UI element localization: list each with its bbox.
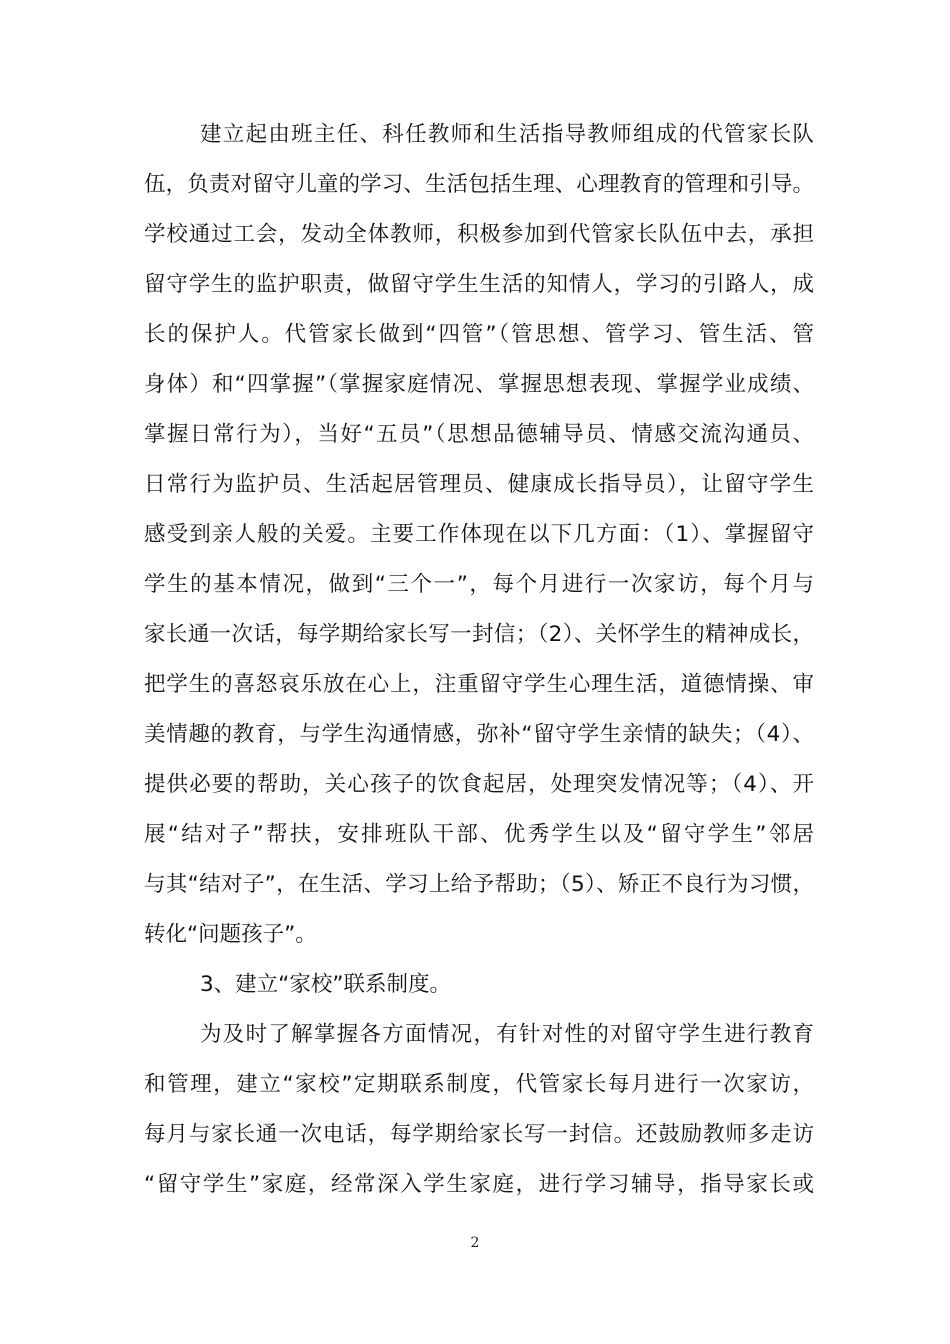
section-heading: 3、建立“家校”联系制度。 <box>200 972 451 997</box>
paragraph-line: 日常行为监护员、生活起居管理员、健康成长指导员），让留守学生 <box>144 472 814 497</box>
paragraph-line: 与其“结对子”，在生活、学习上给予帮助；（5）、矫正不良行为习惯， <box>144 872 814 897</box>
paragraph-line: 伍，负责对留守儿童的学习、生活包括生理、心理教育的管理和引导。 <box>144 172 814 197</box>
paragraph-line: 家长通一次话，每学期给家长写一封信；（2）、关怀学生的精神成长， <box>144 622 814 647</box>
paragraph-line: 长的保护人。代管家长做到“四管”（管思想、管学习、管生活、管 <box>144 322 814 347</box>
paragraph-line: “留守学生”家庭，经常深入学生家庭，进行学习辅导，指导家长或 <box>144 1172 814 1197</box>
paragraph-line: 感受到亲人般的关爱。主要工作体现在以下几方面：（1）、掌握留守 <box>144 522 814 547</box>
paragraph-line: 和管理，建立“家校”定期联系制度，代管家长每月进行一次家访， <box>144 1072 814 1097</box>
paragraph-line: 为及时了解掌握各方面情况，有针对性的对留守学生进行教育 <box>200 1022 814 1047</box>
paragraph-line: 提供必要的帮助，关心孩子的饮食起居，处理突发情况等；（4）、开 <box>144 772 814 797</box>
paragraph-line: 转化“问题孩子”。 <box>144 922 317 947</box>
paragraph-line: 把学生的喜怒哀乐放在心上，注重留守学生心理生活，道德情操、审 <box>144 672 814 697</box>
paragraph-line: 身体）和“四掌握”（掌握家庭情况、掌握思想表现、掌握学业成绩、 <box>144 372 814 397</box>
paragraph-line: 展“结对子”帮扶，安排班队干部、优秀学生以及“留守学生”邻居 <box>144 822 814 847</box>
paragraph-line: 学校通过工会，发动全体教师，积极参加到代管家长队伍中去，承担 <box>144 222 814 247</box>
paragraph-line: 掌握日常行为），当好“五员”（思想品德辅导员、情感交流沟通员、 <box>144 422 814 447</box>
paragraph-line: 学生的基本情况，做到“三个一”，每个月进行一次家访，每个月与 <box>144 572 814 597</box>
paragraph-line: 每月与家长通一次电话，每学期给家长写一封信。还鼓励教师多走访 <box>144 1122 814 1147</box>
paragraph-line: 留守学生的监护职责，做留守学生生活的知情人，学习的引路人，成 <box>144 272 814 297</box>
paragraph-line: 美情趣的教育，与学生沟通情感，弥补“留守学生亲情的缺失；（4）、 <box>144 722 814 747</box>
page-number: 2 <box>470 1235 480 1251</box>
paragraph-line: 建立起由班主任、科任教师和生活指导教师组成的代管家长队 <box>200 122 814 147</box>
